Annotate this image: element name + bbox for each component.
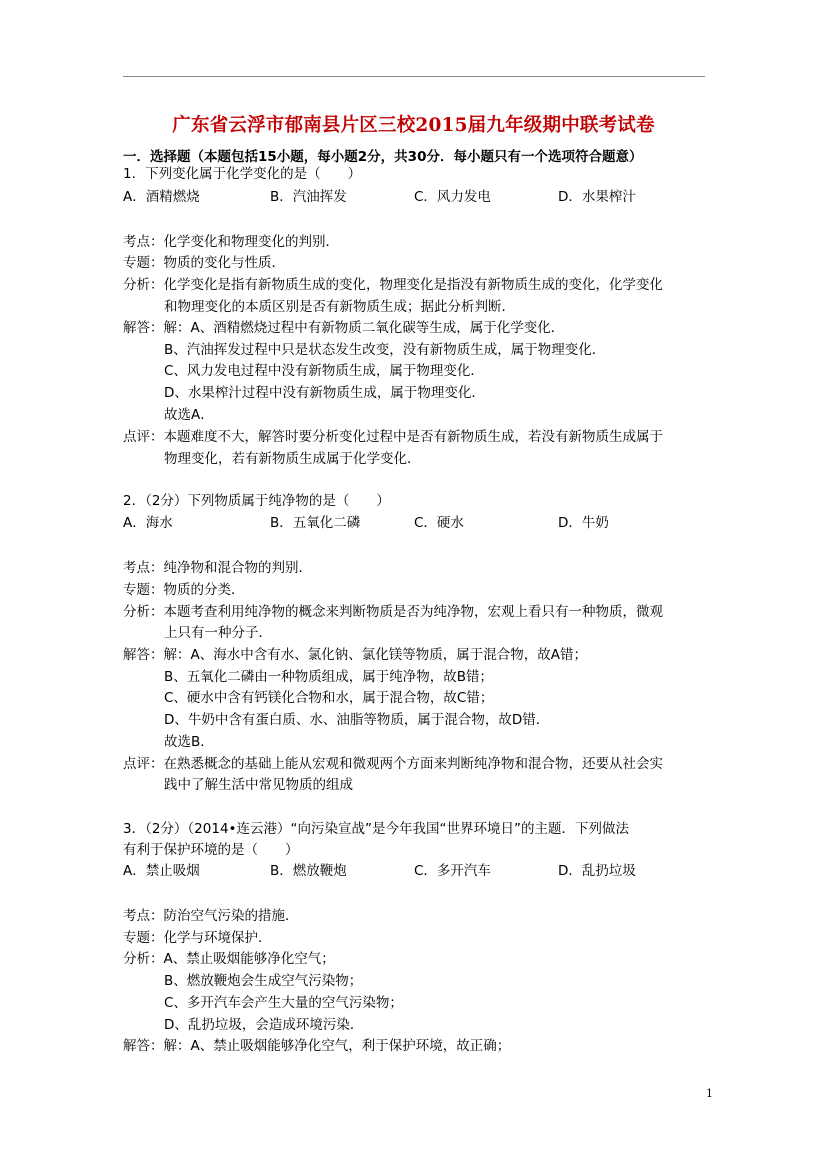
q1-jieda-line: B、汽油挥发过程中只是状态发生改变，没有新物质生成，属于物理变化． bbox=[164, 342, 606, 358]
q1-option-b: B．汽油挥发 bbox=[270, 189, 347, 205]
q1-option-d: D．水果榨汁 bbox=[558, 189, 636, 205]
q2-jieda-line: 解答：解：A、海水中含有水、氯化钠、氯化镁等物质，属于混合物，故A错； bbox=[123, 647, 587, 663]
q2-jieda-line: C、硬水中含有钙镁化合物和水，属于混合物，故C错； bbox=[164, 690, 494, 706]
q2-option-b: B．五氧化二磷 bbox=[270, 515, 361, 531]
q2-fenxi-line: 分析：本题考查利用纯净物的概念来判断物质是否为纯净物，宏观上看只有一种物质，微观 bbox=[123, 604, 663, 620]
q2-jieda-line: D、牛奶中含有蛋白质、水、油脂等物质，属于混合物，故D错． bbox=[164, 712, 550, 728]
q2-kaodian: 考点：纯净物和混合物的判别． bbox=[123, 560, 312, 576]
q3-option-b: B．燃放鞭炮 bbox=[270, 863, 347, 879]
q2-dianping-line: 践中了解生活中常见物质的组成 bbox=[164, 777, 353, 793]
page-number: 1 bbox=[706, 1087, 713, 1100]
q1-kaodian: 考点：化学变化和物理变化的判别． bbox=[123, 234, 339, 250]
q2-jieda-line: B、五氧化二磷由一种物质组成，属于纯净物，故B错； bbox=[164, 669, 494, 685]
q3-fenxi-line: 分析：A、禁止吸烟能够净化空气； bbox=[123, 951, 335, 967]
q3-option-a: A．禁止吸烟 bbox=[123, 863, 200, 879]
q2-stem: 2．（2分）下列物质属于纯净物的是（ ） bbox=[123, 493, 390, 509]
q1-dianping-line: 点评：本题难度不大，解答时要分析变化过程中是否有新物质生成，若没有新物质生成属于 bbox=[123, 429, 663, 445]
header-rule bbox=[123, 76, 705, 77]
q1-jieda-line: C、风力发电过程中没有新物质生成，属于物理变化． bbox=[164, 363, 484, 379]
q3-zhuanti: 专题：化学与环境保护． bbox=[123, 930, 272, 946]
q1-jieda-line: D、水果榨汁过程中没有新物质生成，属于物理变化． bbox=[164, 385, 485, 401]
q1-option-a: A．酒精燃烧 bbox=[123, 189, 200, 205]
q3-fenxi-line: C、多开汽车会产生大量的空气污染物； bbox=[164, 995, 403, 1011]
q3-option-c: C．多开汽车 bbox=[414, 863, 491, 879]
q3-stem-line: 有利于保护环境的是（ ） bbox=[123, 842, 299, 858]
section-heading: 一．选择题（本题包括15小题，每小题2分，共30分．每小题只有一个选项符合题意） bbox=[123, 149, 643, 165]
q2-option-d: D．牛奶 bbox=[558, 515, 609, 531]
q1-fenxi-line: 分析：化学变化是指有新物质生成的变化，物理变化是指没有新物质生成的变化，化学变化 bbox=[123, 277, 663, 293]
q2-option-a: A．海水 bbox=[123, 515, 173, 531]
q1-jieda-line: 故选A． bbox=[164, 407, 214, 423]
q2-option-c: C．硬水 bbox=[414, 515, 464, 531]
q3-option-d: D．乱扔垃圾 bbox=[558, 863, 636, 879]
q1-option-c: C．风力发电 bbox=[414, 189, 491, 205]
q1-jieda-line: 解答：解：A、酒精燃烧过程中有新物质二氧化碳等生成，属于化学变化． bbox=[123, 320, 565, 336]
q3-kaodian: 考点：防治空气污染的措施． bbox=[123, 908, 299, 924]
q1-dianping-line: 物理变化，若有新物质生成属于化学变化． bbox=[164, 451, 421, 467]
q2-zhuanti: 专题：物质的分类． bbox=[123, 582, 245, 598]
q1-fenxi-line: 和物理变化的本质区别是否有新物质生成；据此分析判断． bbox=[164, 299, 515, 315]
q3-fenxi-line: D、乱扔垃圾，会造成环境污染． bbox=[164, 1017, 364, 1033]
q2-fenxi-line: 上只有一种分子． bbox=[164, 625, 272, 641]
q3-stem-line: 3．（2分）（2014•连云港）“向污染宣战”是今年我国“世界环境日”的主题．下列做法 bbox=[123, 821, 629, 837]
q2-jieda-line: 故选B． bbox=[164, 734, 214, 750]
q1-zhuanti: 专题：物质的变化与性质． bbox=[123, 255, 285, 271]
q3-jieda-line: 解答：解：A、禁止吸烟能够净化空气，利于保护环境，故正确； bbox=[123, 1038, 511, 1054]
q1-stem: 1．下列变化属于化学变化的是（ ） bbox=[123, 166, 362, 182]
q3-fenxi-line: B、燃放鞭炮会生成空气污染物； bbox=[164, 973, 363, 989]
page-title: 广东省云浮市郁南县片区三校2015届九年级期中联考试卷 bbox=[172, 115, 655, 136]
q2-dianping-line: 点评：在熟悉概念的基础上能从宏观和微观两个方面来判断纯净物和混合物，还要从社会实 bbox=[123, 756, 663, 772]
